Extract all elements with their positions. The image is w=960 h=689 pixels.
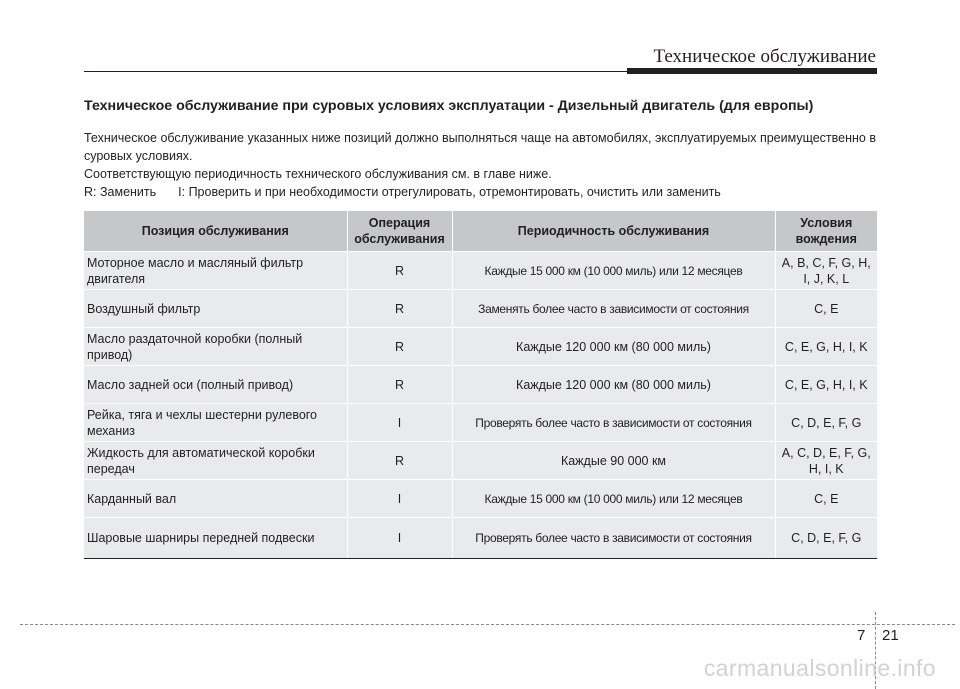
cell-item: Жидкость для автоматической коробки передач — [84, 442, 347, 480]
cell-conditions: C, E — [775, 480, 877, 518]
cell-operation: R — [347, 290, 452, 328]
table-row — [84, 442, 877, 480]
cell-conditions: A, C, D, E, F, G, H, I, K — [775, 442, 877, 480]
running-header-title: Техническое обслуживание — [653, 46, 876, 67]
cell-item: Карданный вал — [84, 480, 347, 518]
cell-conditions: C, D, E, F, G — [775, 404, 877, 442]
cell-operation: I — [347, 404, 452, 442]
header-conditions: Условия вождения — [775, 211, 877, 252]
cell-interval: Проверять более часто в зависимости от состояния — [452, 518, 775, 559]
cell-conditions: C, D, E, F, G — [775, 518, 877, 559]
cell-operation: I — [347, 480, 452, 518]
section-title: Техническое обслуживание при суровых условиях эксплуатации - Дизельный двигатель (для европы) — [84, 98, 814, 114]
intro-text — [84, 129, 876, 201]
legend-line — [84, 183, 876, 201]
table-row — [84, 518, 877, 559]
footer-dashed-rule — [20, 624, 955, 625]
cell-operation: R — [347, 442, 452, 480]
cell-item: Масло задней оси (полный привод) — [84, 366, 347, 404]
cell-conditions: A, B, C, F, G, H, I, J, K, L — [775, 252, 877, 290]
table-row — [84, 404, 877, 442]
legend-replace: R: Заменить — [84, 185, 157, 199]
cell-conditions: C, E — [775, 290, 877, 328]
maintenance-table — [84, 211, 877, 559]
cell-interval: Проверять более часто в зависимости от состояния — [452, 404, 775, 442]
header-operation: Операция обслуживания — [347, 211, 452, 252]
cell-operation: R — [347, 252, 452, 290]
cell-item: Моторное масло и масляный фильтр двигателя — [84, 252, 347, 290]
intro-paragraph: Техническое обслуживание указанных ниже позиций должно выполняться чаще на автомобилях, эксплуатируемых преимущественно в суровых условиях. — [84, 131, 876, 163]
page-chapter-number: 7 — [857, 627, 866, 644]
cell-interval: Каждые 120 000 км (80 000 миль) — [452, 328, 775, 366]
cell-operation: R — [347, 366, 452, 404]
table-row — [84, 252, 877, 290]
header-item: Позиция обслуживания — [84, 211, 347, 252]
reference-paragraph: Соответствующую периодичность технического обслуживания см. в главе ниже. — [84, 167, 552, 181]
table-row — [84, 328, 877, 366]
header-interval: Периодичность обслуживания — [452, 211, 775, 252]
legend-inspect: I: Проверить и при необходимости отрегулировать, отремонтировать, очистить или заменить — [178, 185, 721, 199]
table-row — [84, 366, 877, 404]
cell-operation: R — [347, 328, 452, 366]
cell-item: Шаровые шарниры передней подвески — [84, 518, 347, 559]
watermark-text: carmanualsonline.info — [703, 655, 936, 681]
header-rule-thin — [84, 71, 632, 72]
cell-interval: Каждые 15 000 км (10 000 миль) или 12 месяцев — [452, 252, 775, 290]
cell-interval: Каждые 120 000 км (80 000 миль) — [452, 366, 775, 404]
table-header-row — [84, 211, 877, 252]
cell-conditions: C, E, G, H, I, K — [775, 366, 877, 404]
table-row — [84, 290, 877, 328]
page-number: 21 — [882, 627, 899, 644]
table-row — [84, 480, 877, 518]
cell-item: Рейка, тяга и чехлы шестерни рулевого механиз — [84, 404, 347, 442]
cell-conditions: C, E, G, H, I, K — [775, 328, 877, 366]
cell-interval: Каждые 90 000 км — [452, 442, 775, 480]
cell-item: Воздушный фильтр — [84, 290, 347, 328]
cell-item: Масло раздаточной коробки (полный привод) — [84, 328, 347, 366]
cell-interval: Заменять более часто в зависимости от состояния — [452, 290, 775, 328]
header-rule-thick — [627, 68, 877, 74]
cell-interval: Каждые 15 000 км (10 000 миль) или 12 месяцев — [452, 480, 775, 518]
cell-operation: I — [347, 518, 452, 559]
